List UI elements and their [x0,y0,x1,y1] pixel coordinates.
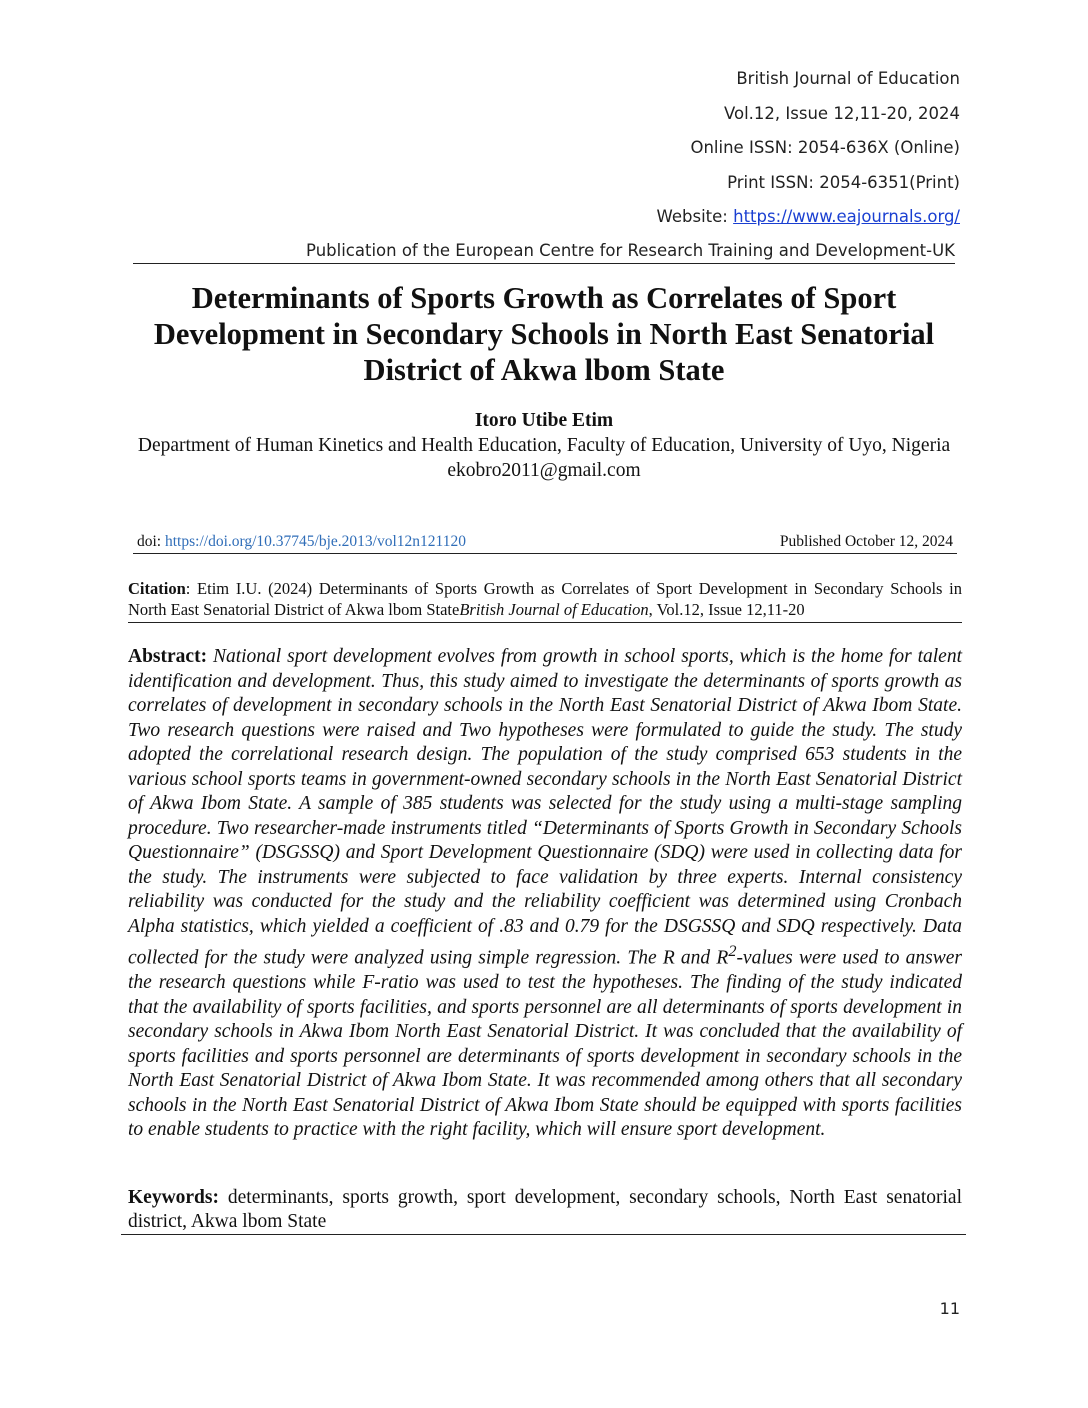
doi-row [133,533,957,554]
print-issn: Print ISSN: 2054-6351(Print) [727,172,960,192]
published-date: Published October 12, 2024 [779,533,953,550]
author-block [126,408,962,483]
paper-title: Determinants of Sports Growth as Correlates of Sport Development in Secondary Schools in North East Senatorial District of Akwa lbom State [153,281,935,387]
keywords [128,1186,962,1234]
abstract-superscript: 2 [728,942,737,960]
website-link[interactable]: https://www.eajournals.org/ [733,207,960,226]
citation [128,578,962,623]
author-email: ekobro2011@gmail.com [447,460,641,481]
journal-header [657,62,960,235]
journal-volume: Vol.12, Issue 12,11-20, 2024 [724,103,960,123]
website-label: Website: [656,207,734,226]
online-issn: Online ISSN: 2054-636X (Online) [690,138,960,157]
website-line [657,200,960,235]
author-affiliation: Department of Human Kinetics and Health Education, Faculty of Education, University of Uyo, Nigeria [137,435,951,456]
abstract [128,645,962,1143]
doi-label: doi: [137,533,165,550]
doi-link[interactable]: https://doi.org/10.37745/bje.2013/vol12n121120 [165,533,466,550]
journal-name: British Journal of Education [736,69,960,88]
keywords-text: determinants, sports growth, sport development, secondary schools, North East senatorial district, Akwa lbom State [128,1187,962,1232]
page-number: 11 [939,1299,960,1318]
citation-text: : Etim I.U. (2024) Determinants of Sports Growth as Correlates of Sport Development in Secondary Schools in North East Senatorial District of Akwa lbom State [128,579,962,619]
author-name: Itoro Utibe Etim [474,410,614,431]
abstract-label: Abstract: [128,646,208,667]
doi [137,533,466,551]
citation-journal: British Journal of Education [459,600,649,619]
citation-label: Citation [128,579,186,598]
keywords-divider [121,1234,966,1235]
keywords-label: Keywords: [128,1187,219,1208]
abstract-text-1: National sport development evolves from growth in school sports, which is the home for talent identification and development. Thus, this study aimed to investigate the determinants of sports growth as correlates of development in secondary schools in the North East Senatorial District of Akwa Ibom State. Two research questions were raised and Two hypotheses were formulated to guide the study. The study adopted the correlational research design. The population of the study comprised 653 students in the various school sports teams in government-owned secondary schools in the North East Senatorial District of Akwa Ibom State. A sample of 385 students was selected for the study using a multi-stage sampling procedure. Two researcher-made instruments titled “Determinants of Sports Growth in Secondary Schools Questionnaire” (DSGSSQ) and Sport Development Questionnaire (SDQ) were used in collecting data for the study. The instruments were subjected to face validation by three experts. Internal consistency reliability was conducted for the study and the reliability coefficient was determined using Cronbach Alpha statistics, which yielded a coefficient of .83 and 0.79 for the DSGSSQ and SDQ respectively. Data collected for the study were analyzed using simple regression. The R and R [128,646,962,969]
abstract-text-2: -values were used to answer the research questions while F-ratio was used to test the hypotheses. The finding of the study indicated that the availability of sports facilities, and sports personnel are all determinants of sports development in secondary schools in Akwa Ibom North East Senatorial District. It was concluded that the availability of sports facilities and sports personnel are determinants of sports development in secondary schools in the North East Senatorial District of Akwa Ibom State. It was recommended among others that all secondary schools in the North East Senatorial District of Akwa Ibom State should be equipped with sports facilities to enable students to practice with the right facility, which will ensure sport development. [128,947,962,1140]
publisher-line: Publication of the European Centre for Research Training and Development-UK [133,241,955,264]
citation-tail: , Vol.12, Issue 12,11-20 [648,600,805,619]
